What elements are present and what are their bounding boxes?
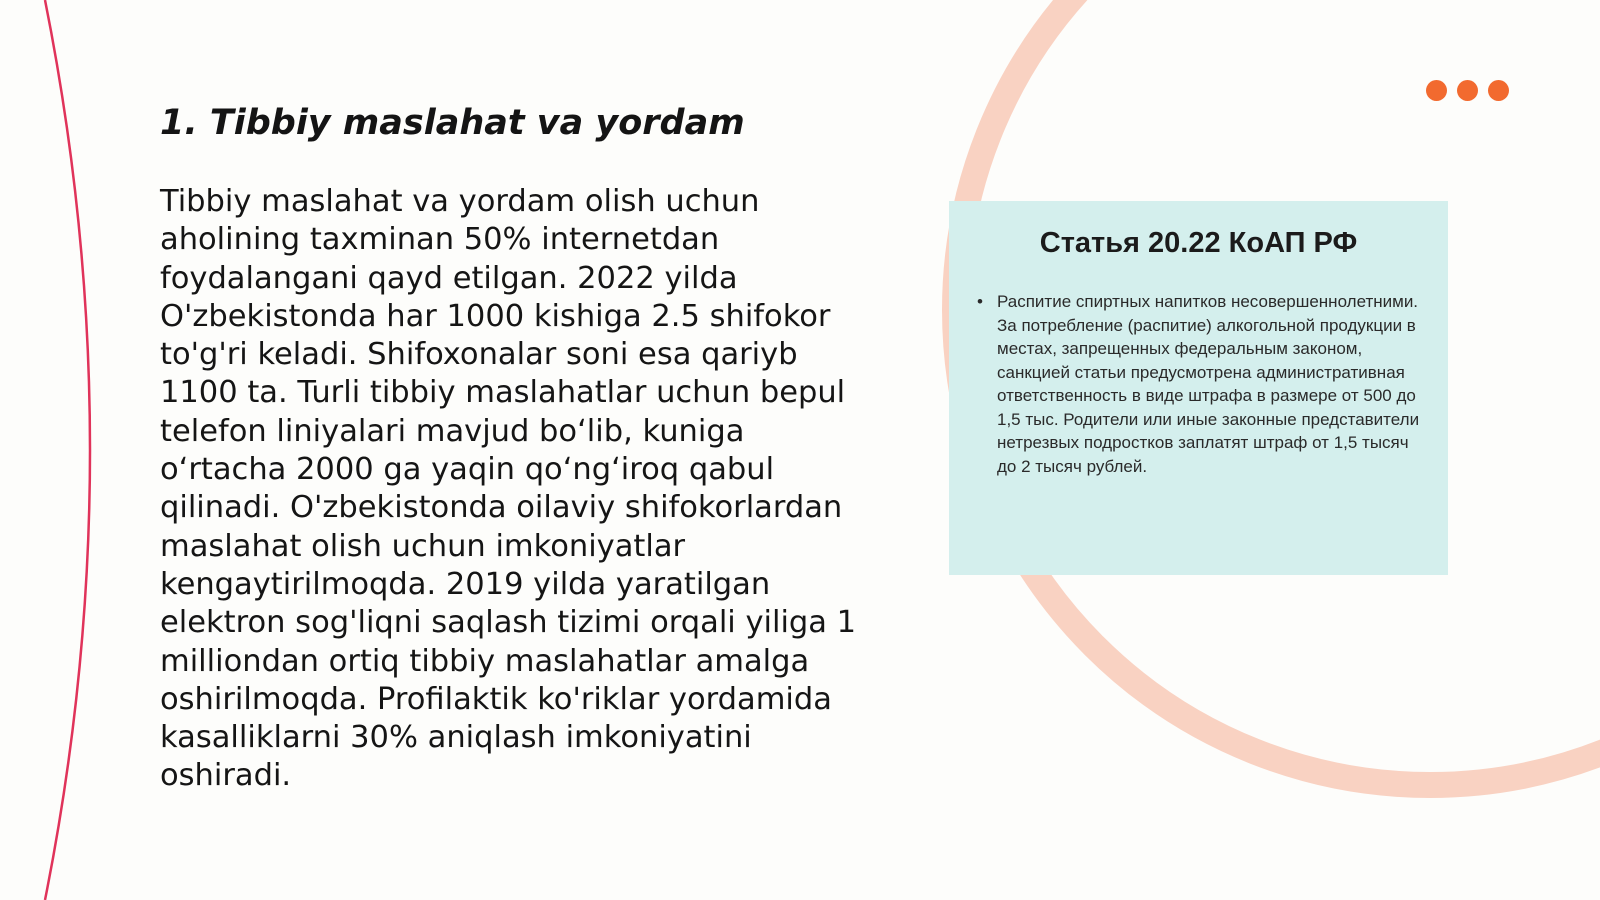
dots-decoration	[1426, 80, 1509, 101]
info-card	[949, 201, 1448, 575]
dot-3	[1488, 80, 1509, 101]
card-bullet-text: Распитие спиртных напитков несовершеннолетними. За потребление (распитие) алкогольной продукции в местах, запрещенных федеральным законом, санкцией статьи предусмотрена административная ответственность в виде штрафа в размере от 500 до 1,5 тыс. Родители или иные законные представители нетрезвых подростков заплатят штраф от 1,5 тысяч до 2 тысяч рублей.	[997, 292, 1420, 476]
bullet-mark: •	[977, 292, 983, 311]
dot-2	[1457, 80, 1478, 101]
left-red-arc	[45, 0, 90, 900]
dot-1	[1426, 80, 1447, 101]
card-bullet-item	[977, 290, 1425, 478]
slide-paragraph: Tibbiy maslahat va yordam olish uchun aholining taxminan 50% internetdan foydalangani qayd etilgan. 2022 yilda O'zbekistonda har 1000 kishiga 2.5 shifokor to'g'ri keladi. Shifoxonalar soni esa qariyb 1100 ta. Turli tibbiy maslahatlar uchun bepul telefon liniyalari mavjud bo‘lib, kuniga o‘rtacha 2000 ga yaqin qo‘ng‘iroq qabul qilinadi. O'zbekistonda oilaviy shifokorlardan maslahat olish uchun imkoniyatlar kengaytirilmoqda. 2019 yilda yaratilgan elektron sog'liqni saqlash tizimi orqali yiliga 1 milliondan ortiq tibbiy maslahatlar amalga oshirilmoqda. Profilaktik ko'riklar yordamida kasalliklarni 30% aniqlash imkoniyatini oshiradi.	[160, 184, 857, 794]
card-title: Статья 20.22 КоАП РФ	[1039, 227, 1358, 259]
slide-title: 1. Tibbiy maslahat va yordam	[160, 103, 745, 143]
